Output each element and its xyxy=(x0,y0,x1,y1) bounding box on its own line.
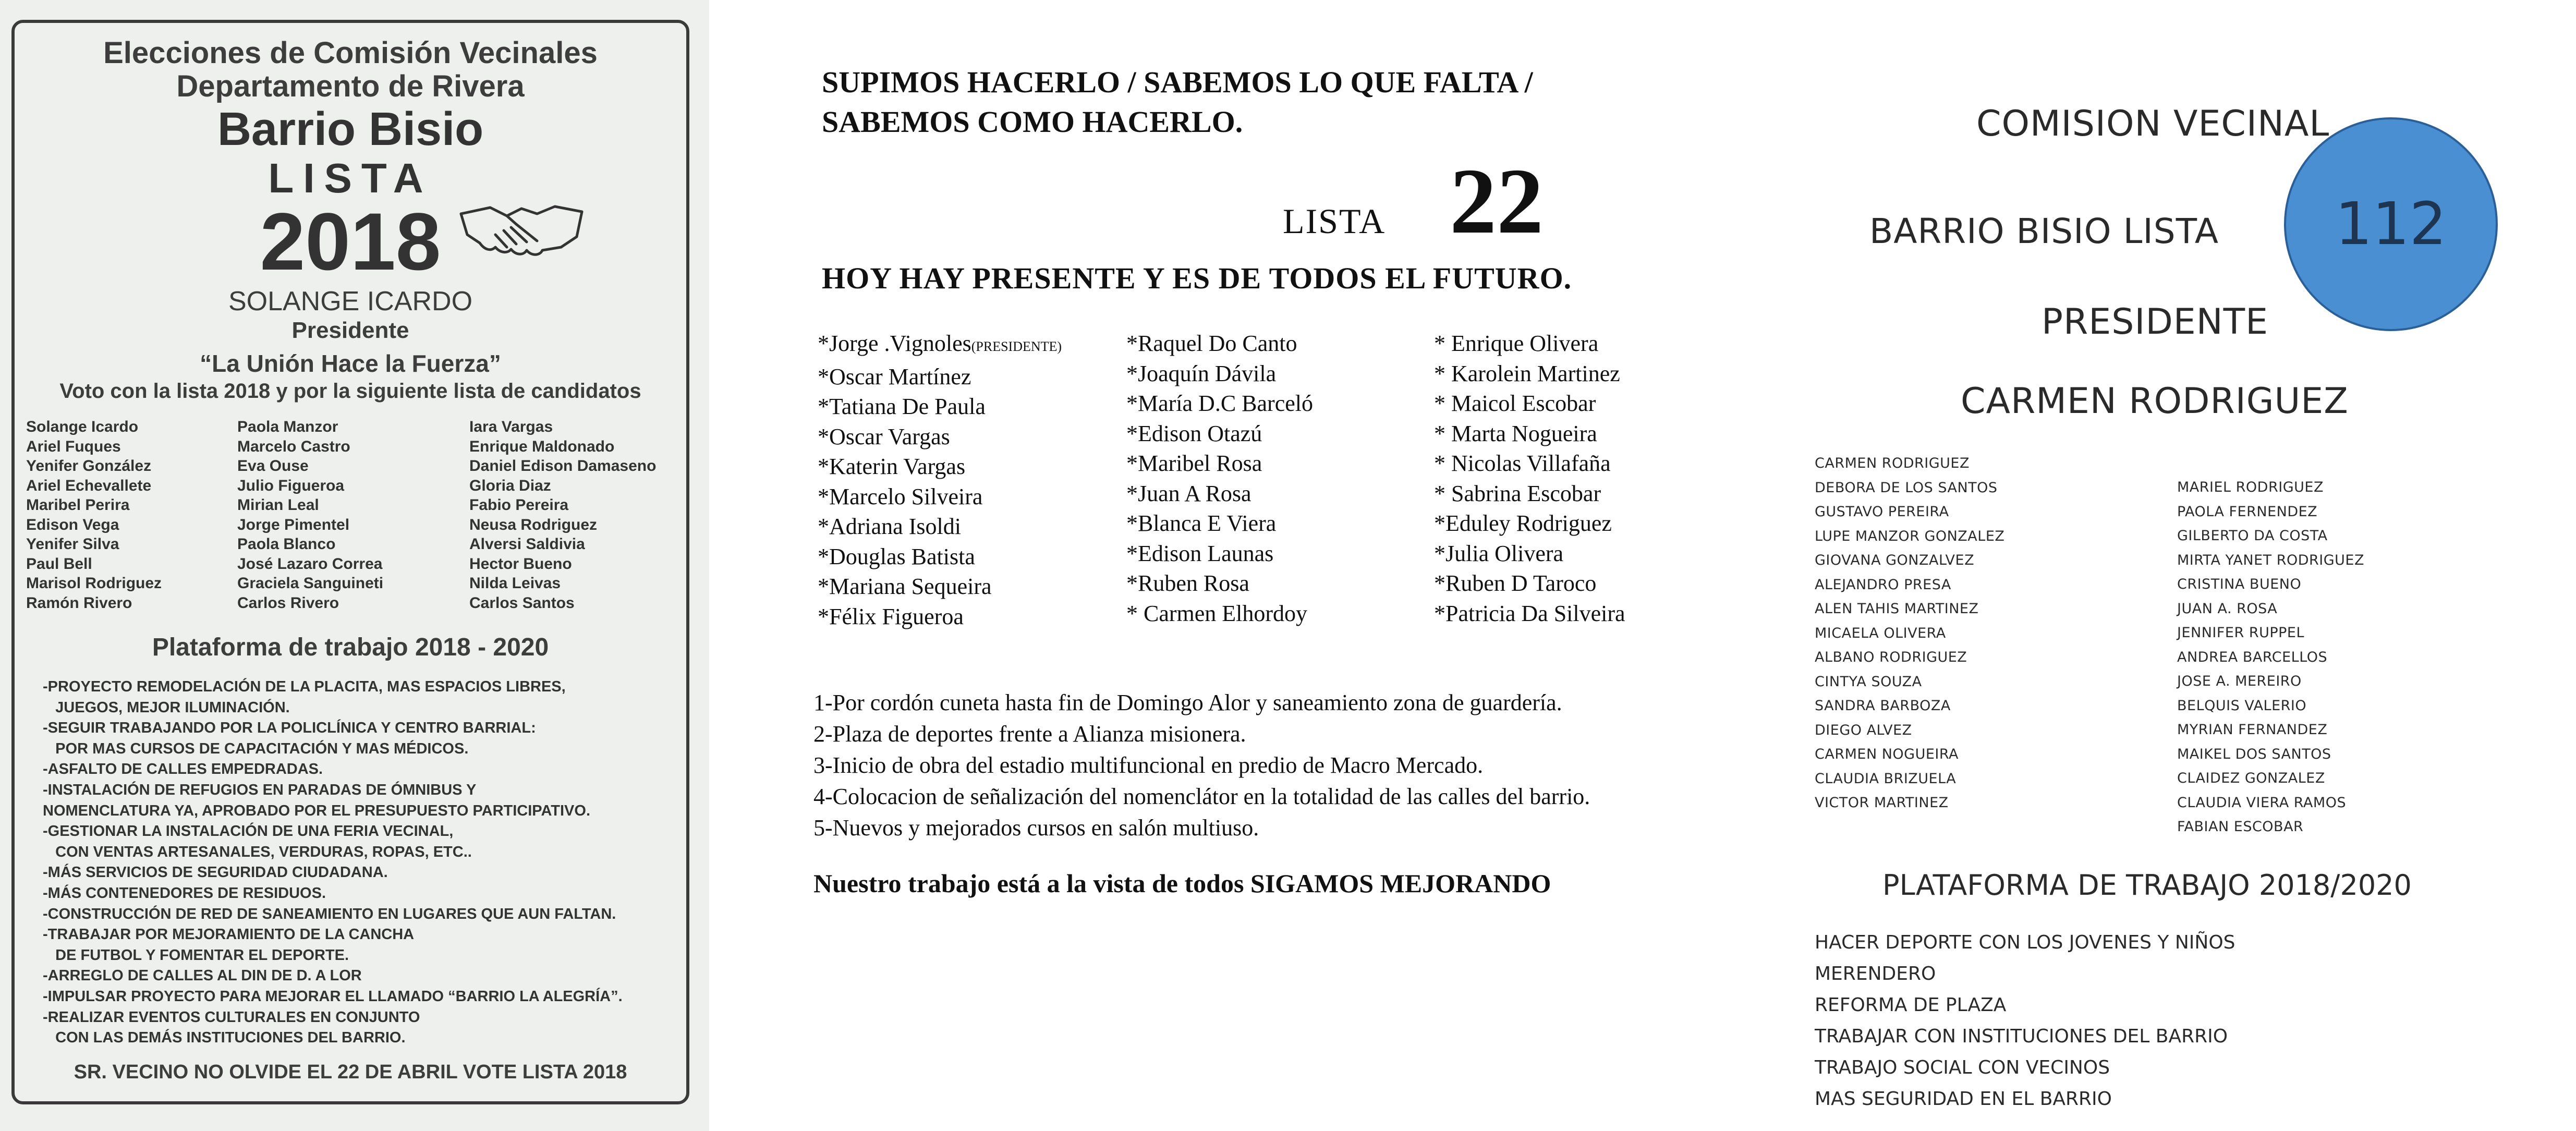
barrio-title: Barrio Bisio xyxy=(217,103,484,155)
candidate: Edison Vega xyxy=(26,516,119,533)
platform-item: MERENDERO xyxy=(1815,963,1936,984)
candidate: Nilda Leivas xyxy=(469,575,561,592)
candidate: DEBORA DE LOS SANTOS xyxy=(1815,479,1998,496)
candidate: Alversi Saldivia xyxy=(469,536,585,553)
candidate: *Patricia Da Silveira xyxy=(1434,600,1625,626)
slogan: “La Unión Hace la Fuerza” xyxy=(200,350,501,377)
flyer-lista-22 xyxy=(709,0,1763,1131)
project-item: 4-Colocacion de señalización del nomenclátor en la totalidad de las calles del barrio. xyxy=(813,784,1590,809)
platform-item: -REALIZAR EVENTOS CULTURALES EN CONJUNTO xyxy=(43,1008,420,1026)
candidate: Paul Bell xyxy=(26,555,92,573)
candidate: *Ruben D Taroco xyxy=(1434,570,1597,596)
platform-item: -SEGUIR TRABAJANDO POR LA POLICLÍNICA Y CENTRO BARRIAL: xyxy=(43,720,536,737)
platform-item: -ARREGLO DE CALLES AL DIN DE D. A LOR xyxy=(43,967,362,984)
candidate: LUPE MANZOR GONZALEZ xyxy=(1815,528,2005,544)
candidate: BELQUIS VALERIO xyxy=(2177,697,2307,714)
candidate: Yenifer Silva xyxy=(26,536,119,553)
platform-item: -CONSTRUCCIÓN DE RED DE SANEAMIENTO EN LUGARES QUE AUN FALTAN. xyxy=(43,905,616,922)
candidate: PAOLA FERNENDEZ xyxy=(2177,503,2318,520)
candidate: Carlos Santos xyxy=(469,594,575,612)
candidate: VICTOR MARTINEZ xyxy=(1815,795,1949,811)
candidate: CLAUDIA BRIZUELA xyxy=(1815,770,1957,787)
candidate: * Marta Nogueira xyxy=(1434,420,1597,446)
candidate: *Jorge .Vignoles xyxy=(818,331,971,356)
platform-title: PLATAFORMA DE TRABAJO 2018/2020 xyxy=(1882,869,2412,902)
candidate: Enrique Maldonado xyxy=(469,437,615,455)
platform-item: CON LAS DEMÁS INSTITUCIONES DEL BARRIO. xyxy=(43,1029,406,1047)
candidate-column-3 xyxy=(469,417,656,613)
barrio-lista-label: BARRIO BISIO LISTA xyxy=(1869,211,2219,251)
candidate: Julio Figueroa xyxy=(237,477,345,494)
candidate: *Julia Olivera xyxy=(1434,540,1564,566)
slogan-line-1: SUPIMOS HACERLO / SABEMOS LO QUE FALTA / xyxy=(822,65,1533,99)
candidate: *Joaquín Dávila xyxy=(1126,360,1277,386)
candidate: CARMEN NOGUEIRA xyxy=(1815,746,1959,762)
candidate: JUAN A. ROSA xyxy=(2177,600,2278,617)
platform-item: -GESTIONAR LA INSTALACIÓN DE UNA FERIA VECINAL, xyxy=(43,823,454,840)
candidate: *Oscar Martínez xyxy=(818,363,971,390)
candidate: Marcelo Castro xyxy=(237,437,350,455)
project-item: 5-Nuevos y mejorados cursos en salón multiuso. xyxy=(813,815,1259,841)
candidate: CINTYA SOUZA xyxy=(1815,673,1922,690)
slogan-line-2: SABEMOS COMO HACERLO. xyxy=(822,105,1243,139)
platform-list xyxy=(1815,927,2235,1115)
closing-statement: Nuestro trabajo está a la vista de todos SIGAMOS MEJORANDO xyxy=(813,869,1551,898)
president-name: CARMEN RODRIGUEZ xyxy=(1961,381,2349,422)
candidate: MAIKEL DOS SANTOS xyxy=(2177,746,2331,762)
candidate: ALEJANDRO PRESA xyxy=(1815,576,1951,593)
candidate: CARMEN RODRIGUEZ xyxy=(1815,455,1970,471)
president-role: PRESIDENTE xyxy=(2042,301,2269,343)
candidate: Hector Bueno xyxy=(469,555,572,573)
candidate: FABIAN ESCOBAR xyxy=(2177,819,2304,835)
platform-item: -TRABAJAR POR MEJORAMIENTO DE LA CANCHA xyxy=(43,926,415,943)
candidate: Gloria Diaz xyxy=(469,477,551,494)
platform-item: CON VENTAS ARTESANALES, VERDURAS, ROPAS, ETC.. xyxy=(43,843,472,860)
lista-number-badge xyxy=(2284,117,2498,331)
project-item: 3-Inicio de obra del estadio multifuncional en predio de Macro Mercado. xyxy=(813,752,1484,778)
platform-item: HACER DEPORTE CON LOS JOVENES Y NIÑOS xyxy=(1815,932,2235,953)
candidate: Paola Blanco xyxy=(237,536,336,553)
candidate: Solange Icardo xyxy=(26,418,139,435)
candidate: Maribel Perira xyxy=(26,496,130,514)
flyer-lista-2018 xyxy=(0,0,709,1131)
candidate: Yenifer González xyxy=(26,457,152,475)
candidate-column-1 xyxy=(818,329,1062,631)
lista-number: 112 xyxy=(2335,190,2447,258)
platform-item: -PROYECTO REMODELACIÓN DE LA PLACITA, MAS ESPACIOS LIBRES, xyxy=(43,678,566,695)
candidate: Ariel Echevallete xyxy=(26,477,152,494)
candidate: *Adriana Isoldi xyxy=(818,514,961,539)
footer-reminder: SR. VECINO NO OLVIDE EL 22 DE ABRIL VOTE LISTA 2018 xyxy=(74,1061,627,1083)
platform-item: JUEGOS, MEJOR ILUMINACIÓN. xyxy=(43,699,290,716)
platform-item: TRABAJAR CON INSTITUCIONES DEL BARRIO xyxy=(1815,1026,2228,1047)
candidate: *Katerin Vargas xyxy=(818,454,966,479)
platform-item: POR MAS CURSOS DE CAPACITACIÓN Y MAS MÉDICOS. xyxy=(43,740,469,757)
candidate: Marisol Rodriguez xyxy=(26,575,162,592)
candidate: ALBANO RODRIGUEZ xyxy=(1815,649,1967,665)
candidate: JOSE A. MEREIRO xyxy=(2177,673,2302,689)
candidate: ANDREA BARCELLOS xyxy=(2177,649,2328,665)
candidate-column-1 xyxy=(1815,452,2004,816)
commission-title: COMISION VECINAL xyxy=(1976,103,2330,144)
candidate-column-3 xyxy=(1434,329,1625,628)
candidate-column-2 xyxy=(1126,329,1313,628)
candidate: MIRTA YANET RODRIGUEZ xyxy=(2177,552,2364,568)
candidate: Graciela Sanguineti xyxy=(237,575,384,592)
lista-number: 22 xyxy=(1450,149,1544,253)
candidate: *Mariana Sequeira xyxy=(818,574,992,599)
lista-label: LISTA xyxy=(1283,201,1386,241)
candidate: * Carmen Elhordoy xyxy=(1126,600,1308,626)
candidate: GUSTAVO PEREIRA xyxy=(1815,504,1949,520)
project-list xyxy=(813,687,1590,844)
project-item: 1-Por cordón cuneta hasta fin de Domingo Alor y saneamiento zona de guardería. xyxy=(813,690,1562,715)
department-title: Departamento de Rivera xyxy=(176,69,525,103)
candidate: Fabio Pereira xyxy=(469,496,569,514)
candidate: Ramón Rivero xyxy=(26,594,132,612)
candidate: Eva Ouse xyxy=(237,457,309,475)
candidate: *Edison Otazú xyxy=(1126,420,1262,446)
candidate-column-1 xyxy=(26,417,162,613)
candidate: MICAELA OLIVERA xyxy=(1815,625,1946,641)
vote-instruction: Voto con la lista 2018 y por la siguiente lista de candidatos xyxy=(59,380,641,403)
candidate: Jorge Pimentel xyxy=(237,516,350,533)
candidate: GIOVANA GONZALVEZ xyxy=(1815,552,1975,568)
candidate: *Tatiana De Paula xyxy=(818,394,986,419)
candidate: *Eduley Rodriguez xyxy=(1434,510,1612,536)
candidate: Neusa Rodriguez xyxy=(469,516,598,533)
candidate: * Karolein Martinez xyxy=(1434,360,1620,386)
candidate: CRISTINA BUENO xyxy=(2177,576,2302,592)
candidate: *Félix Figueroa xyxy=(818,603,964,629)
lista-label: LISTA xyxy=(268,155,433,201)
candidate-column-2 xyxy=(2177,476,2364,840)
platform-item: -MÁS CONTENEDORES DE RESIDUOS. xyxy=(43,884,326,902)
candidate: José Lazaro Correa xyxy=(237,555,383,573)
candidate-name: SOLANGE ICARDO xyxy=(228,286,473,317)
platform-item: -INSTALACIÓN DE REFUGIOS EN PARADAS DE ÓMNIBUS Y xyxy=(43,781,477,798)
candidate: *Edison Launas xyxy=(1126,540,1274,566)
candidate: * Enrique Olivera xyxy=(1434,331,1599,356)
candidate: * Nicolas Villafaña xyxy=(1434,451,1611,476)
platform-item: DE FUTBOL Y FOMENTAR EL DEPORTE. xyxy=(43,946,349,964)
handshake-icon xyxy=(459,193,584,271)
flyer-lista-112 xyxy=(1763,0,2576,1131)
candidate: Mirian Leal xyxy=(237,496,319,514)
candidate: Ariel Fuques xyxy=(26,437,121,455)
subtitle: HOY HAY PRESENTE Y ES DE TODOS EL FUTURO. xyxy=(822,261,1572,295)
candidate: ALEN TAHIS MARTINEZ xyxy=(1815,601,1979,617)
platform-title: Plataforma de trabajo 2018 - 2020 xyxy=(152,634,549,661)
platform-item: NOMENCLATURA YA, APROBADO POR EL PRESUPUESTO PARTICIPATIVO. xyxy=(43,802,591,819)
candidate: MYRIAN FERNANDEZ xyxy=(2177,722,2328,738)
candidate: Paola Manzor xyxy=(237,418,338,435)
candidate: MARIEL RODRIGUEZ xyxy=(2177,479,2324,495)
candidate: Daniel Edison Damaseno xyxy=(469,457,657,475)
candidate: *Marcelo Silveira xyxy=(818,483,983,509)
candidate: *Blanca E Viera xyxy=(1126,510,1277,536)
lista-number: 2018 xyxy=(260,197,441,287)
platform-list xyxy=(43,677,679,1049)
project-item: 2-Plaza de deportes frente a Alianza misionera. xyxy=(813,721,1246,747)
platform-item: MAS SEGURIDAD EN EL BARRIO xyxy=(1815,1088,2112,1110)
candidate: *Oscar Vargas xyxy=(818,423,950,449)
candidate: JENNIFER RUPPEL xyxy=(2177,625,2305,641)
candidate: Iara Vargas xyxy=(469,418,553,435)
candidate: *Ruben Rosa xyxy=(1126,570,1249,596)
candidate: CLAIDEZ GONZALEZ xyxy=(2177,770,2325,786)
platform-item: -ASFALTO DE CALLES EMPEDRADAS. xyxy=(43,761,323,778)
candidate-list xyxy=(26,417,683,626)
candidate: Carlos Rivero xyxy=(237,594,339,612)
candidate: GILBERTO DA COSTA xyxy=(2177,528,2328,544)
candidate: *María D.C Barceló xyxy=(1126,391,1313,416)
platform-item: REFORMA DE PLAZA xyxy=(1815,994,2007,1016)
platform-item: TRABAJO SOCIAL CON VECINOS xyxy=(1815,1057,2110,1078)
candidate: *Juan A Rosa xyxy=(1126,480,1251,506)
candidate: DIEGO ALVEZ xyxy=(1815,722,1912,738)
slogan xyxy=(822,63,1533,142)
president-tag: (PRESIDENTE) xyxy=(971,339,1062,354)
candidate-list xyxy=(709,329,1763,641)
candidate-column-2 xyxy=(237,417,383,613)
election-title: Elecciones de Comisión Vecinales xyxy=(103,36,598,70)
candidate-president xyxy=(818,329,1062,362)
platform-item: -MÁS SERVICIOS DE SEGURIDAD CIUDADANA. xyxy=(43,864,388,881)
candidate: SANDRA BARBOZA xyxy=(1815,698,1951,714)
platform-item: -IMPULSAR PROYECTO PARA MEJORAR EL LLAMADO “BARRIO LA ALEGRÍA”. xyxy=(43,988,623,1005)
candidate: *Douglas Batista xyxy=(818,543,975,569)
candidate: * Sabrina Escobar xyxy=(1434,480,1601,506)
candidate-role: Presidente xyxy=(291,318,409,343)
candidate: *Maribel Rosa xyxy=(1126,451,1262,476)
candidate: CLAUDIA VIERA RAMOS xyxy=(2177,794,2347,811)
candidate: *Raquel Do Canto xyxy=(1126,331,1297,356)
candidate: * Maicol Escobar xyxy=(1434,391,1596,416)
